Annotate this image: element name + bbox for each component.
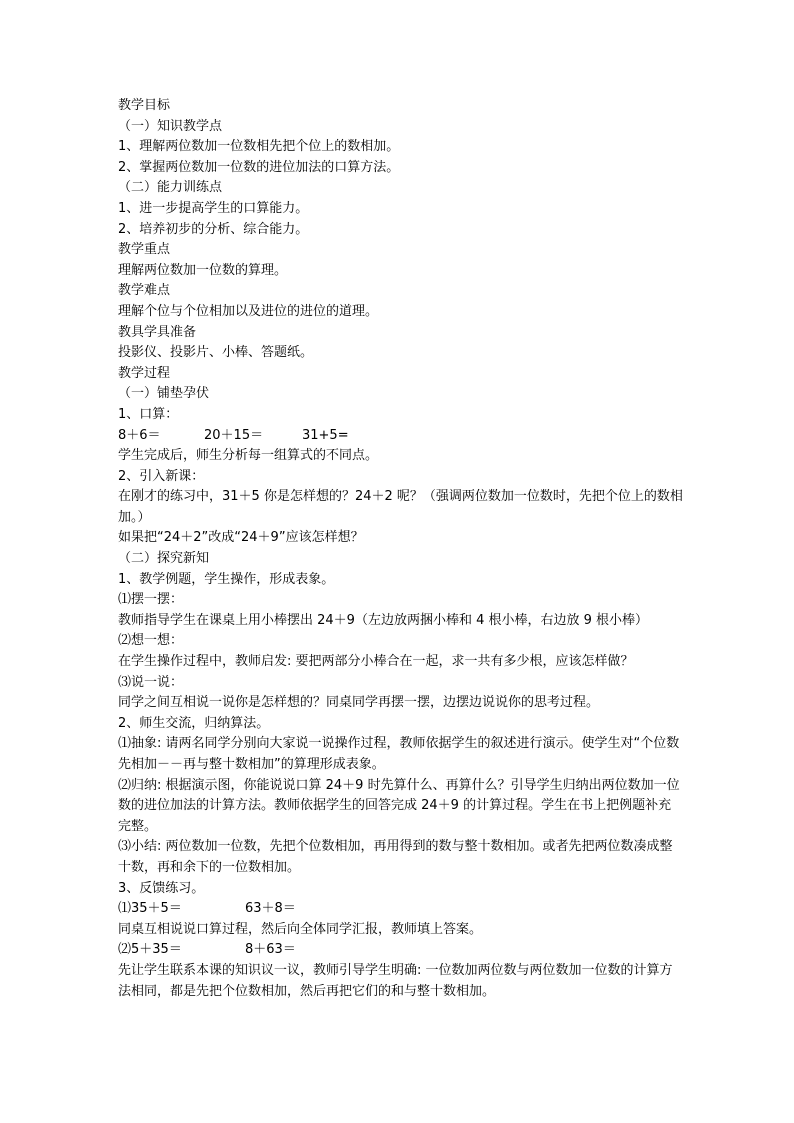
practice-row bbox=[118, 899, 684, 920]
step-label: ⑶说一说： bbox=[118, 674, 184, 690]
practice-expression: ⑴35＋5＝ bbox=[118, 901, 182, 917]
intro-change: 如果把“24＋2”改成“24＋9”应该怎样想？ bbox=[118, 530, 364, 546]
difficulties-text: 理解个位与个位相加以及进位的进位的道理。 bbox=[118, 303, 379, 319]
tools-text: 投影仪、投影片、小棒、答题纸。 bbox=[118, 345, 314, 361]
step-label: ⑴摆一摆： bbox=[118, 592, 184, 608]
heading-tools: 教具学具准备 bbox=[118, 324, 197, 340]
subheading-explore: （二）探究新知 bbox=[118, 551, 210, 567]
objective-item: 2、掌握两位数加一位数的进位加法的口算方法。 bbox=[118, 159, 400, 175]
oral-calc-note: 学生完成后，师生分析每一组算式的不同点。 bbox=[118, 448, 379, 464]
example-step-title: 1、教学例题，学生操作，形成表象。 bbox=[118, 571, 335, 587]
ability-item: 1、进一步提高学生的口算能力。 bbox=[118, 200, 309, 216]
practice-expression: ⑵5＋35＝ bbox=[118, 942, 182, 958]
practice-expression: 63＋8＝ bbox=[245, 901, 296, 917]
oral-calc-expression: 20＋15＝ bbox=[204, 427, 264, 443]
heading-objectives: 教学目标 bbox=[118, 98, 171, 113]
example-step-title: 2、师生交流，归纳算法。 bbox=[118, 715, 270, 731]
oral-calc-expression: 31+5= bbox=[302, 427, 349, 443]
document-body bbox=[118, 96, 684, 1002]
final-text: 先让学生联系本课的知识议一议，教师引导学生明确: 一位数加两位数与两位数加一位数的计算方法相同，都是先把个位数相加，然后再把它们的和与整十数相加。 bbox=[118, 962, 673, 999]
heading-key-points: 教学重点 bbox=[118, 242, 171, 258]
step-text: 在学生操作过程中，教师启发: 要把两部分小棒合在一起，求一共有多少根，应该怎样做？ bbox=[118, 654, 634, 670]
step-text: 教师指导学生在课桌上用小棒摆出 24＋9（左边放两捆小棒和 4 根小棒，右边放 9 根小棒） bbox=[118, 612, 649, 628]
induce-text: ⑵归纳: 根据演示图，你能说说口算 24＋9 时先算什么、再算什么？引导学生归纳出两位数加一位数的进位加法的计算方法。教师依据学生的回答完成 24＋9 的计算过程。学生在书上把例题补充完整。 bbox=[118, 777, 680, 834]
heading-process: 教学过程 bbox=[118, 365, 171, 381]
step-label: ⑵想一想： bbox=[118, 633, 184, 649]
intro-text: 在刚才的练习中，31＋5 你是怎样想的？24＋2 呢？（强调两位数加一位数时，先把个位上的数相加。） bbox=[118, 489, 683, 525]
objective-item: 1、理解两位数加一位数相先把个位上的数相加。 bbox=[118, 139, 400, 155]
key-points-text: 理解两位数加一位数的算理。 bbox=[118, 262, 288, 278]
ability-item: 2、培养初步的分析、综合能力。 bbox=[118, 221, 309, 237]
abstract-text: ⑴抽象: 请两名同学分别向大家说一说操作过程，教师依据学生的叙述进行演示。使学生对“个位数先相加－－再与整十数相加”的算理形成表象。 bbox=[118, 736, 680, 772]
example-step-title: 3、反馈练习。 bbox=[118, 880, 205, 896]
heading-difficulties: 教学难点 bbox=[118, 283, 171, 299]
practice-row bbox=[118, 940, 684, 961]
oral-calc-title: 1、口算： bbox=[118, 406, 179, 422]
step-text: 同学之间互相说一说你是怎样想的？同桌同学再摆一摆，边摆边说说你的思考过程。 bbox=[118, 695, 600, 711]
practice-expression: 8＋63＝ bbox=[245, 942, 296, 958]
oral-calc-expression: 8＋6＝ bbox=[118, 427, 161, 443]
intro-title: 2、引入新课： bbox=[118, 468, 205, 484]
subheading-knowledge: （一）知识教学点 bbox=[118, 118, 223, 134]
oral-calc-row bbox=[118, 426, 684, 447]
subheading-preparation: （一）铺垫孕伏 bbox=[118, 386, 210, 402]
practice-note: 同桌互相说说口算过程，然后向全体同学汇报，教师填上答案。 bbox=[118, 921, 483, 937]
subheading-ability: （二）能力训练点 bbox=[118, 180, 223, 196]
summary-text: ⑶小结: 两位数加一位数，先把个位数相加，再用得到的数与整十数相加。或者先把两位数凑成整十数，再和余下的一位数相加。 bbox=[118, 839, 673, 875]
